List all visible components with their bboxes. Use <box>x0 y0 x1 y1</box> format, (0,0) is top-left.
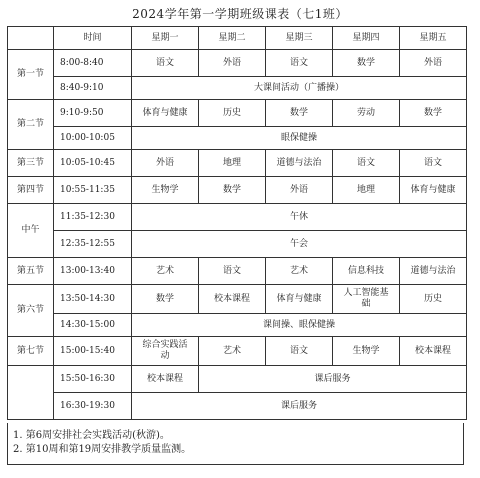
note-line: 1. 第6周安排社会实践活动(秋游)。 <box>13 430 170 441</box>
period-label: 中午 <box>8 204 54 258</box>
subject-cell: 体育与健康 <box>132 100 199 127</box>
subject-cell: 数学 <box>266 100 333 127</box>
subject-cell: 语文 <box>266 337 333 366</box>
schedule-title: 2024学年第一学期班级课表（七1班） <box>132 7 348 21</box>
table-row <box>8 150 467 177</box>
activity-cell: 午会 <box>132 231 467 258</box>
subject-cell: 体育与健康 <box>266 285 333 314</box>
time-cell: 12:35-12:55 <box>54 231 132 258</box>
activity-cell: 课后服务 <box>199 366 467 393</box>
period-label: 第五节 <box>8 258 54 285</box>
table-row <box>8 204 467 231</box>
subject-cell: 外语 <box>266 177 333 204</box>
header-day: 星期四 <box>333 27 400 50</box>
header-day: 星期三 <box>266 27 333 50</box>
subject-cell: 外语 <box>132 150 199 177</box>
activity-cell: 课间操、眼保健操 <box>132 314 467 337</box>
table-row <box>8 77 467 100</box>
activity-cell: 大课间活动（广播操） <box>132 77 467 100</box>
subject-cell: 校本课程 <box>400 337 467 366</box>
period-label: 第二节 <box>8 100 54 150</box>
subject-cell: 信息科技 <box>333 258 400 285</box>
header-row <box>8 27 467 50</box>
period-label: 第六节 <box>8 285 54 337</box>
subject-cell: 语文 <box>199 258 266 285</box>
table-row <box>8 285 467 314</box>
subject-cell: 外语 <box>400 50 467 77</box>
subject-cell: 生物学 <box>333 337 400 366</box>
header-day: 星期一 <box>132 27 199 50</box>
header-day: 星期五 <box>400 27 467 50</box>
table-row <box>8 50 467 77</box>
subject-cell: 数学 <box>132 285 199 314</box>
subject-cell: 历史 <box>400 285 467 314</box>
table-row <box>8 393 467 420</box>
time-cell: 8:40-9:10 <box>54 77 132 100</box>
schedule-table <box>7 26 467 420</box>
time-cell: 10:55-11:35 <box>54 177 132 204</box>
header-corner <box>8 27 54 50</box>
time-cell: 10:05-10:45 <box>54 150 132 177</box>
subject-cell: 地理 <box>199 150 266 177</box>
subject-cell: 语文 <box>132 50 199 77</box>
subject-cell: 语文 <box>266 50 333 77</box>
time-cell: 15:50-16:30 <box>54 366 132 393</box>
subject-cell: 道德与法治 <box>400 258 467 285</box>
subject-cell: 语文 <box>333 150 400 177</box>
subject-cell: 数学 <box>333 50 400 77</box>
table-row <box>8 337 467 366</box>
header-day: 星期二 <box>199 27 266 50</box>
notes-box <box>7 423 464 465</box>
activity-cell: 午休 <box>132 204 467 231</box>
time-cell: 13:00-13:40 <box>54 258 132 285</box>
table-row <box>8 127 467 150</box>
table-row <box>8 314 467 337</box>
subject-cell: 综合实践活动 <box>132 337 199 366</box>
subject-cell: 数学 <box>199 177 266 204</box>
period-label: 第三节 <box>8 150 54 177</box>
subject-cell: 外语 <box>199 50 266 77</box>
time-cell: 14:30-15:00 <box>54 314 132 337</box>
period-label: 第一节 <box>8 50 54 100</box>
subject-cell: 校本课程 <box>199 285 266 314</box>
subject-cell: 道德与法治 <box>266 150 333 177</box>
time-cell: 16:30-19:30 <box>54 393 132 420</box>
subject-cell: 劳动 <box>333 100 400 127</box>
activity-cell: 眼保健操 <box>132 127 467 150</box>
time-cell: 10:00-10:05 <box>54 127 132 150</box>
table-row <box>8 177 467 204</box>
note-line: 2. 第10周和第19周安排教学质量监测。 <box>13 444 192 455</box>
period-label: 第四节 <box>8 177 54 204</box>
table-row <box>8 366 467 393</box>
subject-cell: 艺术 <box>266 258 333 285</box>
table-row <box>8 231 467 258</box>
table-row <box>8 100 467 127</box>
period-label: 第七节 <box>8 337 54 366</box>
subject-cell: 艺术 <box>199 337 266 366</box>
subject-cell: 校本课程 <box>132 366 199 393</box>
time-cell: 11:35-12:30 <box>54 204 132 231</box>
period-label <box>8 366 54 420</box>
time-cell: 13:50-14:30 <box>54 285 132 314</box>
subject-cell: 体育与健康 <box>400 177 467 204</box>
activity-cell: 课后服务 <box>132 393 467 420</box>
time-cell: 9:10-9:50 <box>54 100 132 127</box>
subject-cell: 地理 <box>333 177 400 204</box>
time-cell: 15:00-15:40 <box>54 337 132 366</box>
subject-cell: 艺术 <box>132 258 199 285</box>
subject-cell: 语文 <box>400 150 467 177</box>
subject-cell: 生物学 <box>132 177 199 204</box>
subject-cell: 数学 <box>400 100 467 127</box>
table-row <box>8 258 467 285</box>
time-cell: 8:00-8:40 <box>54 50 132 77</box>
subject-cell: 历史 <box>199 100 266 127</box>
subject-cell: 人工智能基础 <box>333 285 400 314</box>
header-time: 时间 <box>54 27 132 50</box>
